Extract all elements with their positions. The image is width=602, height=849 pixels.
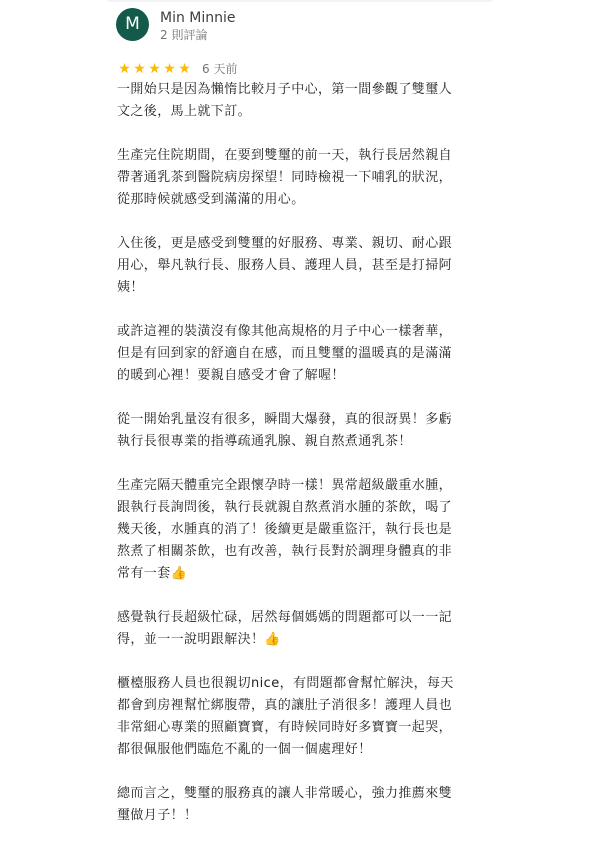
review-line: 從一開始乳量沒有很多，瞬間大爆發，真的很訝異！多虧	[117, 412, 453, 427]
rating-row	[117, 60, 237, 78]
review-line: 文之後，馬上就下訂。	[117, 104, 252, 119]
review-line: 帶著通乳茶到醫院病房探望！同時檢視一下哺乳的狀況，	[117, 170, 453, 185]
review-line: 一開始只是因為懶惰比較月子中心，第一間參觀了雙璽人	[117, 82, 453, 97]
review-line: 或許這裡的裝潢沒有像其他高規格的月子中心一樣奢華，	[117, 324, 453, 339]
star-icon: ★	[178, 61, 191, 77]
star-icon: ★	[148, 61, 161, 77]
star-icon: ★	[118, 61, 131, 77]
review-line: 跟執行長詢問後，執行長就親自熬煮消水腫的茶飲，喝了	[117, 500, 453, 515]
review-line: 入住後，更是感受到雙璽的好服務、專業、親切、耐心跟	[117, 236, 453, 251]
review-line: 得，並一一說明跟解決！👍	[117, 632, 281, 647]
review-paragraph	[117, 145, 493, 211]
review-count: 2 則評論	[160, 28, 208, 42]
review-line: 璽做月子！！	[117, 808, 198, 823]
review-paragraph	[117, 783, 493, 827]
review-line: 非常細心專業的照顧寶寶，有時候同時好多寶寶一起哭，	[117, 720, 453, 735]
review-line: 常有一套👍	[117, 566, 188, 581]
review-paragraph	[117, 475, 493, 585]
review-paragraph	[117, 79, 493, 123]
review-line: 都會到房裡幫忙綁腹帶，真的讓肚子消很多！護理人員也	[117, 698, 453, 713]
reviewer-name[interactable]: Min Minnie	[160, 10, 236, 26]
review-line: 感覺執行長超級忙碌，居然每個媽媽的問題都可以一一記	[117, 610, 453, 625]
review-line: 生產完住院期間，在要到雙璽的前一天，執行長居然親自	[117, 148, 453, 163]
review-line: 的暖到心裡！要親自感受才會了解喔！	[117, 368, 345, 383]
star-icon: ★	[163, 61, 176, 77]
review-line: 幾天後，水腫真的消了！後續更是嚴重盜汗，執行長也是	[117, 522, 453, 537]
review-line: 姨！	[117, 280, 144, 295]
review-paragraph	[117, 607, 493, 651]
review-paragraph	[117, 321, 493, 387]
review-line: 但是有回到家的舒適自在感，而且雙璽的溫暖真的是滿滿	[117, 346, 453, 361]
review-paragraph	[117, 409, 493, 453]
review-line: 熬煮了相關茶飲，也有改善，執行長對於調理身體真的非	[117, 544, 453, 559]
star-rating	[117, 60, 192, 78]
star-icon: ★	[133, 61, 146, 77]
review-line: 總而言之，雙璽的服務真的讓人非常暖心，強力推薦來雙	[117, 786, 453, 801]
review-paragraph	[117, 673, 493, 761]
avatar[interactable]: M	[116, 8, 149, 41]
divider	[108, 0, 492, 2]
review-time: 6 天前	[202, 62, 238, 76]
review-line: 生產完隔天體重完全跟懷孕時一樣！異常超級嚴重水腫，	[117, 478, 453, 493]
review-line: 櫃檯服務人員也很親切nice，有問題都會幫忙解決，每天	[117, 676, 454, 691]
review-line: 用心，舉凡執行長、服務人員、護理人員，甚至是打掃阿	[117, 258, 453, 273]
review-text	[117, 79, 493, 849]
review-line: 從那時候就感受到滿滿的用心。	[117, 192, 305, 207]
review-line: 執行長很專業的指導疏通乳腺、親自熬煮通乳茶！	[117, 434, 412, 449]
review-line: 都很佩服他們臨危不亂的一個一個處理好！	[117, 742, 372, 757]
review-paragraph	[117, 233, 493, 299]
